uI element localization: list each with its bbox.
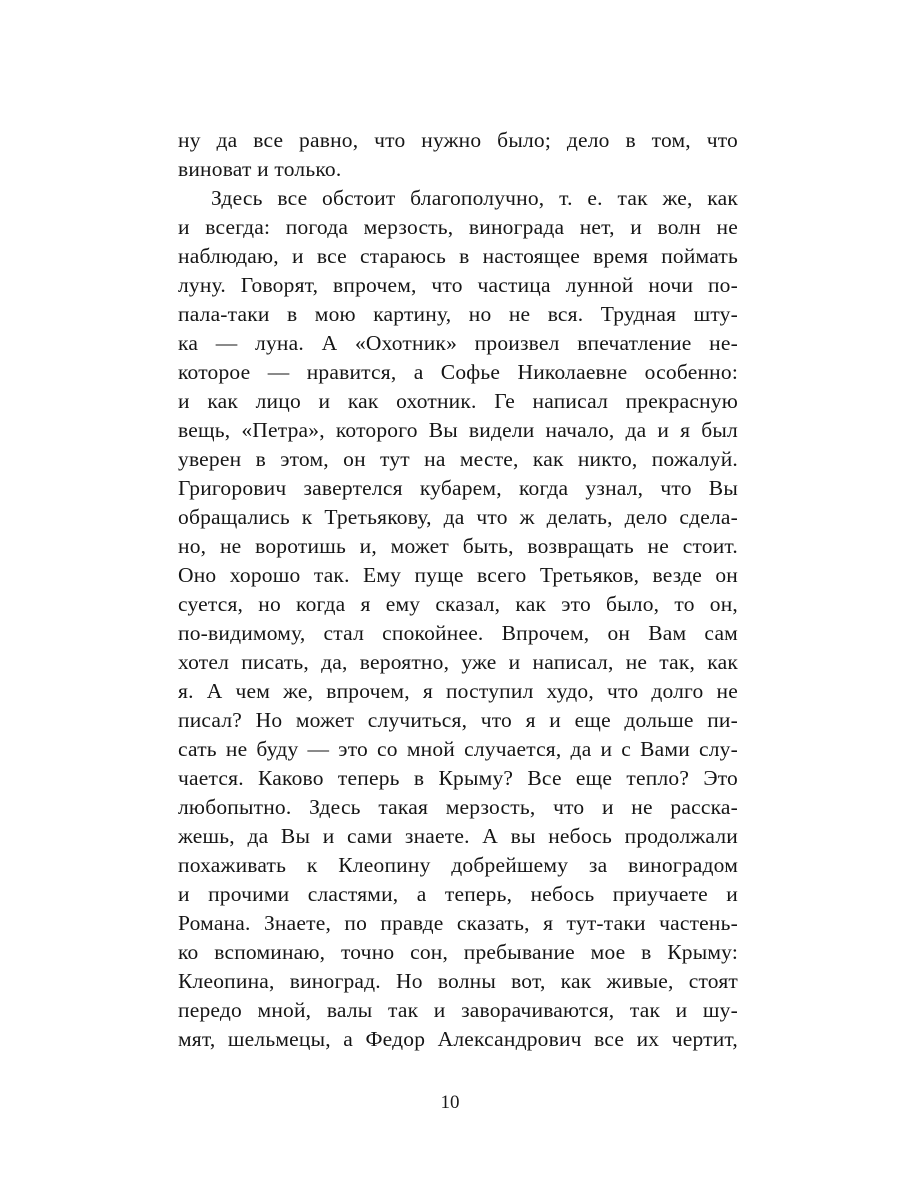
text-line: уверен в этом, он тут на месте, как никто, пожалуй. <box>178 447 738 471</box>
text-line: и всегда: погода мерзость, винограда нет, и волн не <box>178 215 738 239</box>
text-line: сать не буду — это со мной случается, да и с Вами слу- <box>178 737 738 761</box>
text-line: мят, шельмецы, а Федор Александрович все их чертит, <box>178 1027 738 1051</box>
text-line: обращались к Третьякову, да что ж делать, дело сдела- <box>178 505 738 529</box>
page-number: 10 <box>440 1092 460 1113</box>
text-line: Романа. Знаете, по правде сказать, я тут-таки частень- <box>178 911 738 935</box>
text-line: луну. Говорят, впрочем, что частица лунной ночи по- <box>178 273 738 297</box>
text-line: и прочими сластями, а теперь, небось приучаете и <box>178 882 738 906</box>
text-line: Здесь все обстоит благополучно, т. е. так же, как <box>211 186 738 210</box>
text-line: писал? Но может случиться, что я и еще дольше пи- <box>178 708 738 732</box>
text-line: но, не воротишь и, может быть, возвращать не стоит. <box>178 534 738 558</box>
text-line: по-видимому, стал спокойнее. Впрочем, он Вам сам <box>178 621 738 645</box>
text-line: пала-таки в мою картину, но не вся. Трудная шту- <box>178 302 738 326</box>
text-line: суется, но когда я ему сказал, как это было, то он, <box>178 592 738 616</box>
text-line: которое — нравится, а Софье Николаевне особенно: <box>178 360 738 384</box>
text-line: я. А чем же, впрочем, я поступил худо, что долго не <box>178 679 738 703</box>
text-line: хотел писать, да, вероятно, уже и написал, не так, как <box>178 650 738 674</box>
text-line: похаживать к Клеопину добрейшему за виноградом <box>178 853 738 877</box>
text-line: ну да все равно, что нужно было; дело в том, что <box>178 128 738 152</box>
text-line: ка — луна. А «Охотник» произвел впечатление не- <box>178 331 738 355</box>
text-line: вещь, «Петра», которого Вы видели начало, да и я был <box>178 418 738 442</box>
text-line: Клеопина, виноград. Но волны вот, как живые, стоят <box>178 969 738 993</box>
text-line: любопытно. Здесь такая мерзость, что и не расска- <box>178 795 738 819</box>
text-line: передо мной, валы так и заворачиваются, так и шу- <box>178 998 738 1022</box>
text-line: жешь, да Вы и сами знаете. А вы небось продолжали <box>178 824 738 848</box>
text-line: Оно хорошо так. Ему пуще всего Третьяков, везде он <box>178 563 738 587</box>
text-line: и как лицо и как охотник. Ге написал прекрасную <box>178 389 738 413</box>
page-text <box>178 126 738 1054</box>
text-line: Григорович завертелся кубарем, когда узнал, что Вы <box>178 476 738 500</box>
text-line: ко вспоминаю, точно сон, пребывание мое в Крыму: <box>178 940 738 964</box>
text-line: наблюдаю, и все стараюсь в настоящее время поймать <box>178 244 738 268</box>
text-line: чается. Каково теперь в Крыму? Все еще тепло? Это <box>178 766 738 790</box>
text-line: виноват и только. <box>178 157 342 181</box>
